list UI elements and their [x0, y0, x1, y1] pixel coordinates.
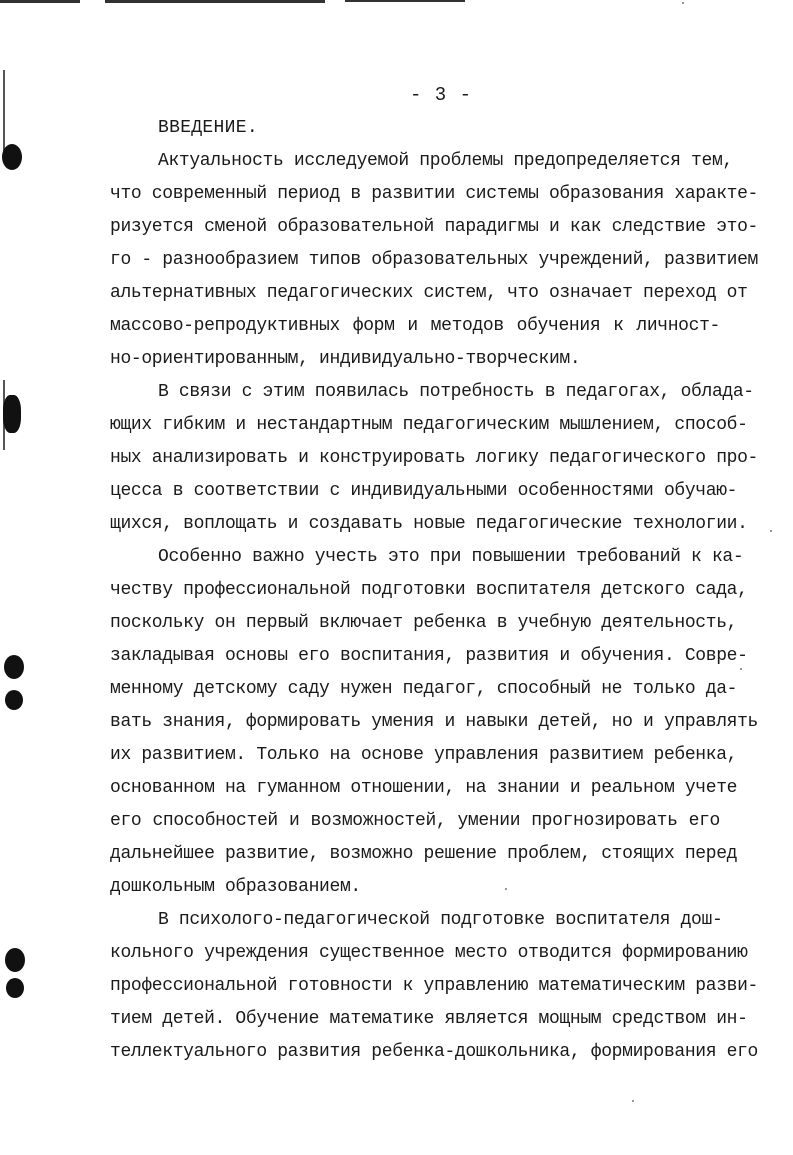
paragraph-4-line: профессиональной готовности к управлению математическим разви- — [110, 976, 759, 996]
paragraph-1-line: что современный период в развитии системы образования характе- — [110, 184, 759, 204]
paragraph-1-line: ризуется сменой образовательной парадигмы и как следствие это- — [110, 217, 759, 237]
punch-hole-mark — [5, 948, 25, 972]
punch-hole-mark — [6, 978, 24, 998]
paragraph-3-line: поскольку он первый включает ребенка в учебную деятельность, — [110, 613, 738, 633]
paragraph-2-line: ных анализировать и конструировать логику педагогического про- — [110, 448, 759, 468]
paragraph-3-line: его способностей и возможностей, умении прогнозировать его — [110, 811, 720, 831]
paragraph-3-line: честву профессиональной подготовки воспитателя детского сада, — [110, 580, 748, 600]
paragraph-3-line: вать знания, формировать умения и навыки детей, но и управлять — [110, 712, 759, 732]
scan-speck — [632, 1100, 634, 1102]
scan-speck — [770, 530, 772, 532]
page-heading: ВВЕДЕНИЕ. — [158, 118, 258, 138]
punch-hole-mark — [2, 144, 22, 170]
paragraph-4-line: теллектуального развития ребенка-дошкольника, формирования его — [110, 1042, 759, 1062]
paragraph-2-line: щихся, воплощать и создавать новые педагогические технологии. — [110, 514, 748, 534]
paragraph-2-line: В связи с этим появилась потребность в педагогах, облада- — [158, 382, 754, 402]
paragraph-3-line: Особенно важно учесть это при повышении требований к ка- — [158, 547, 744, 567]
paragraph-1-line: массово-репродуктивных форм и методов обучения к личност- — [110, 316, 720, 336]
paragraph-2-line: ющих гибким и нестандартным педагогическим мышлением, способ- — [110, 415, 748, 435]
punch-hole-mark — [4, 655, 24, 679]
punch-hole-mark — [3, 395, 21, 433]
paragraph-3-line: основанном на гуманном отношении, на знании и реальном учете — [110, 778, 738, 798]
paragraph-4-line: кольного учреждения существенное место отводится формированию — [110, 943, 748, 963]
paragraph-3-line: менному детскому саду нужен педагог, способный не только да- — [110, 679, 738, 699]
scan-speck — [682, 2, 684, 4]
paragraph-4-line: В психолого-педагогической подготовке воспитателя дош- — [158, 910, 723, 930]
scan-top-edge-right — [345, 0, 465, 2]
paragraph-1-line: но-ориентированным, индивидуально-творческим. — [110, 349, 581, 369]
paragraph-1-line: альтернативных педагогических систем, что означает переход от — [110, 283, 748, 303]
paragraph-4-line: тием детей. Обучение математике является мощным средством ин- — [110, 1009, 748, 1029]
paragraph-3-line: их развитием. Только на основе управления развитием ребенка, — [110, 745, 738, 765]
paragraph-1-line: Актуальность исследуемой проблемы предопределяется тем, — [158, 151, 733, 171]
paragraph-1-line: го - разнообразием типов образовательных учреждений, развитием — [110, 250, 759, 270]
page-number: - 3 - — [410, 84, 473, 106]
paragraph-2-line: цесса в соответствии с индивидуальными особенностями обучаю- — [110, 481, 738, 501]
scan-speck — [740, 668, 742, 670]
scan-top-edge-left — [0, 0, 80, 3]
paragraph-3-line: закладывая основы его воспитания, развития и обучения. Совре- — [110, 646, 748, 666]
scan-top-edge-middle — [105, 0, 325, 3]
paragraph-3-line: дошкольным образованием. — [110, 877, 361, 897]
punch-hole-mark — [5, 690, 23, 710]
paragraph-3-line: дальнейшее развитие, возможно решение проблем, стоящих перед — [110, 844, 738, 864]
